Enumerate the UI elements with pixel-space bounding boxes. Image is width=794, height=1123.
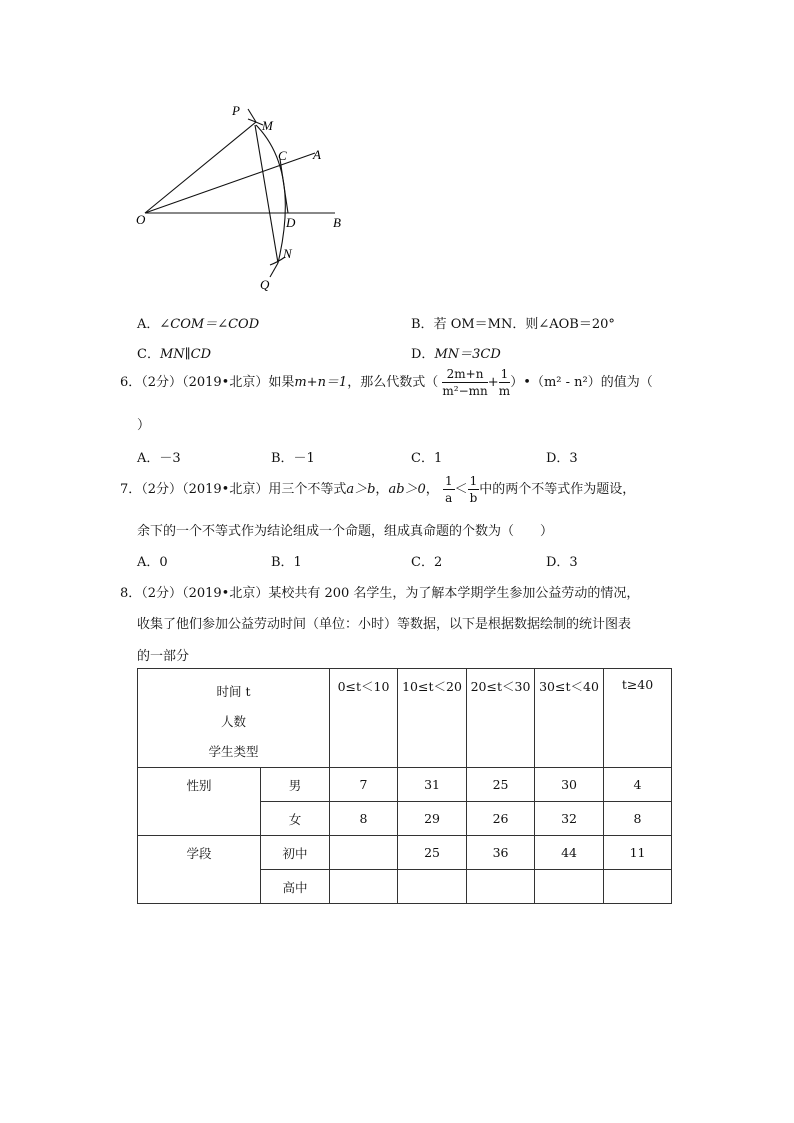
table-cell: 36: [467, 836, 535, 870]
table-row: [138, 768, 672, 802]
table-row: [138, 836, 672, 870]
column-header: 0≤t＜10: [330, 669, 398, 768]
table-cell: 11: [604, 836, 672, 870]
q6-stem: 6．（2分）（2019•北京）如果m+n＝1，那么代数式（ $\frac{2m+n}{\text{m²−mn}}$ + $\frac{1}{m}$ ）•（m² - n²）的值为（: [120, 367, 653, 398]
column-header: 30≤t＜40: [535, 669, 604, 768]
q7-option-c: C．2: [411, 555, 443, 570]
ray-OA: [145, 153, 315, 213]
table-cell: 8: [330, 802, 398, 836]
label-Q: Q: [260, 277, 270, 292]
q7-fraction-b: $\frac{1}{b}$: [469, 474, 478, 505]
table-cell: [535, 870, 604, 904]
label-M: M: [262, 118, 273, 133]
q7-line2: 余下的一个不等式作为结论组成一个命题，组成真命题的个数为（ ）: [137, 524, 554, 539]
table-cell: 26: [467, 802, 535, 836]
q5-option-a: A．∠COM＝∠COD: [137, 317, 260, 332]
q8-line1: 8．（2分）（2019•北京）某校共有 200 名学生，为了解本学期学生参加公益劳动的情况，: [120, 586, 640, 601]
segment-OM: [145, 122, 256, 213]
table-cell: [604, 870, 672, 904]
q6-option-c: C．1: [411, 451, 443, 466]
q6-option-b: B．－1: [271, 451, 315, 466]
table-cell: 25: [398, 836, 467, 870]
q5-option-d: D．MN＝3CD: [411, 347, 501, 362]
column-header: t≥40: [604, 669, 672, 768]
table-cell: 31: [398, 768, 467, 802]
q5-option-b: B．若 OM＝MN．则∠AOB＝20°: [411, 317, 615, 332]
table-cell: 4: [604, 768, 672, 802]
table-cell: 44: [535, 836, 604, 870]
table-cell: 29: [398, 802, 467, 836]
q6-option-d: D．3: [546, 451, 578, 466]
table-cell: 32: [535, 802, 604, 836]
q6-close-paren: ）: [137, 418, 151, 433]
table-cell: [330, 870, 398, 904]
column-header: 10≤t＜20: [398, 669, 467, 768]
q7-option-b: B．1: [271, 555, 302, 570]
label-B: B: [333, 215, 341, 230]
arc-tick-M: [248, 119, 263, 125]
q7-option-d: D．3: [546, 555, 578, 570]
table-cell: 7: [330, 768, 398, 802]
column-header: 20≤t＜30: [467, 669, 535, 768]
q6-fraction-1: $\frac{2m+n}{\text{m²−mn}}$: [442, 367, 488, 398]
label-N: N: [283, 246, 292, 261]
q8-line3: 的一部分: [137, 649, 190, 664]
table-cell: [330, 836, 398, 870]
group-label: 性别: [138, 768, 261, 836]
row-label: 女: [261, 802, 330, 836]
label-P: P: [232, 103, 240, 118]
table-cell: 25: [467, 768, 535, 802]
table-cell: 30: [535, 768, 604, 802]
label-C: C: [278, 148, 287, 163]
q7-stem: 7．（2分）（2019•北京）用三个不等式a＞b，ab＞0， $\frac{1}{a}$ ＜ $\frac{1}{b}$ 中的两个不等式作为题设，: [120, 474, 636, 505]
q8-line2: 收集了他们参加公益劳动时间（单位：小时）等数据，以下是根据数据绘制的统计图表: [137, 617, 632, 632]
table-cell: 8: [604, 802, 672, 836]
angle-bisector-figure: [120, 95, 360, 300]
group-label: 学段: [138, 836, 261, 904]
segment-MN: [255, 125, 278, 263]
arc-MN: [256, 125, 285, 263]
q7-option-a: A．0: [137, 555, 168, 570]
q7-fraction-a: $\frac{1}{a}$: [444, 474, 453, 505]
q6-option-a: A．－3: [137, 451, 181, 466]
table-cell: [398, 870, 467, 904]
q5-option-c: C．MN∥CD: [137, 347, 212, 362]
table-corner-header: 时间 t 人数 学生类型: [138, 669, 330, 768]
row-label: 高中: [261, 870, 330, 904]
q6-fraction-2: $\frac{1}{m}$: [498, 367, 511, 398]
table-cell: [467, 870, 535, 904]
row-label: 男: [261, 768, 330, 802]
label-O: O: [136, 212, 146, 227]
label-D: D: [286, 215, 296, 230]
row-label: 初中: [261, 836, 330, 870]
service-hours-table: [137, 668, 672, 904]
label-A: A: [313, 147, 321, 162]
